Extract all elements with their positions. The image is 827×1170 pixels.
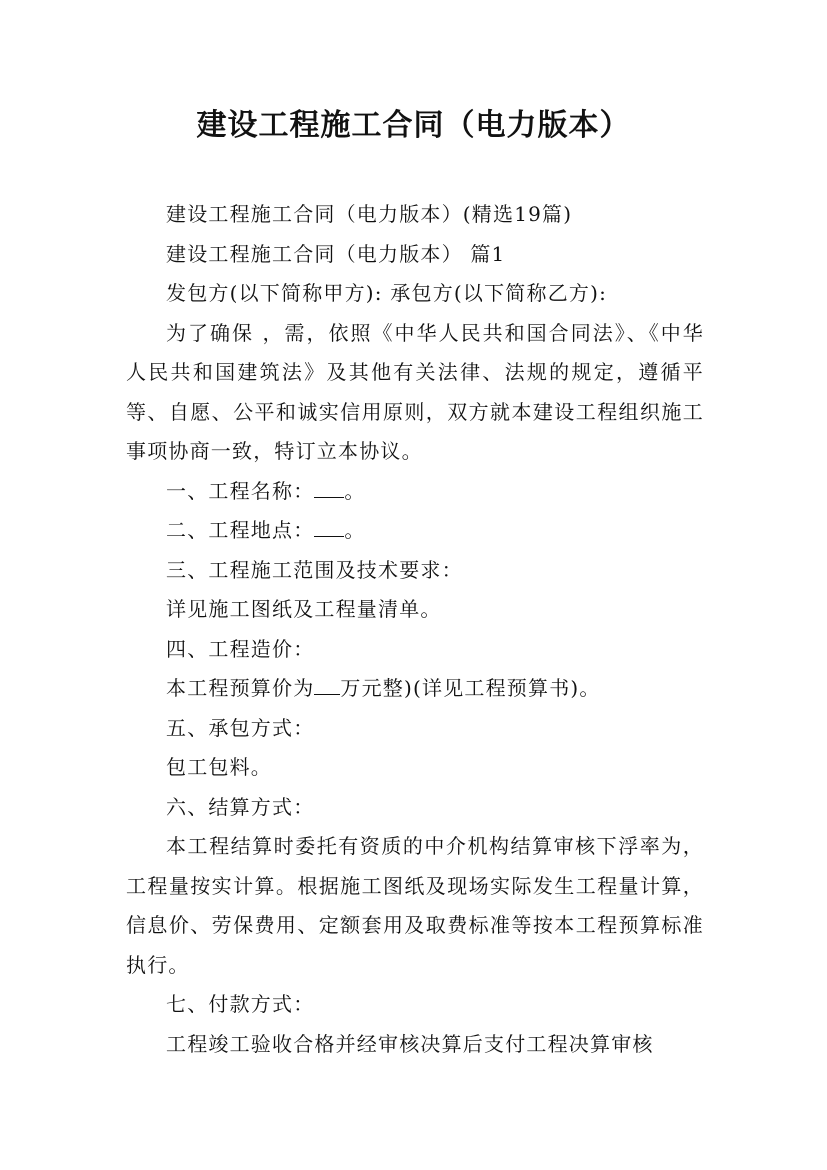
item-2-end: 。 — [344, 518, 366, 542]
item-5-label: 五、承包方式： — [166, 715, 315, 740]
item-7-label: 七、付款方式： — [166, 992, 315, 1016]
item-4-pre: 本工程预算价为 — [166, 676, 315, 700]
section-heading-paragraph: 建设工程施工合同（电力版本） 篇1 — [166, 241, 506, 266]
item-4-paragraph — [126, 669, 704, 709]
subtitle-paragraph: 建设工程施工合同（电力版本）(精选19篇) — [166, 202, 573, 226]
item-1-label: 一、工程名称： — [166, 478, 315, 503]
document-body — [126, 195, 704, 1064]
blank-line — [314, 673, 340, 695]
item-2-label: 二、工程地点： — [166, 518, 315, 542]
item-6-text: 本工程结算时委托有资质的中介机构结算审核下浮率为，工程量按实计算。根据施工图纸及现场实际发生工程量计算，信息价、劳保费用、定额套用及取费标准等按本工程预算标准执行。 — [126, 834, 704, 977]
item-1-end: 。 — [344, 478, 366, 503]
blank-line — [314, 515, 344, 537]
item-3-text: 详见施工图纸及工程量清单。 — [166, 597, 442, 621]
document-title: 建设工程施工合同（电力版本） — [196, 108, 631, 143]
item-1-paragraph — [126, 472, 704, 512]
preamble-paragraph: 为了确保 ，需，依照《中华人民共和国合同法》、《中华人民共和国建筑法》及其他有关法律、法规的规定，遵循平等、自愿、公平和诚实信用原则，双方就本建设工程组织施工事项协商一致，特订立本协议。 — [126, 320, 704, 463]
item-6-label: 六、结算方式： — [166, 794, 315, 819]
item-4-post: 万元整)(详见工程预算书)。 — [340, 676, 601, 700]
item-4-label: 四、工程造价： — [166, 636, 315, 661]
item-7-text: 工程竣工验收合格并经审核决算后支付工程决算审核 — [166, 1031, 654, 1056]
item-5-text: 包工包料。 — [166, 755, 272, 779]
blank-line — [314, 476, 344, 498]
item-3-label: 三、工程施工范围及技术要求： — [166, 557, 463, 582]
item-2-paragraph — [126, 511, 704, 551]
parties-paragraph: 发包方(以下简称甲方): 承包方(以下简称乙方): — [166, 281, 608, 305]
